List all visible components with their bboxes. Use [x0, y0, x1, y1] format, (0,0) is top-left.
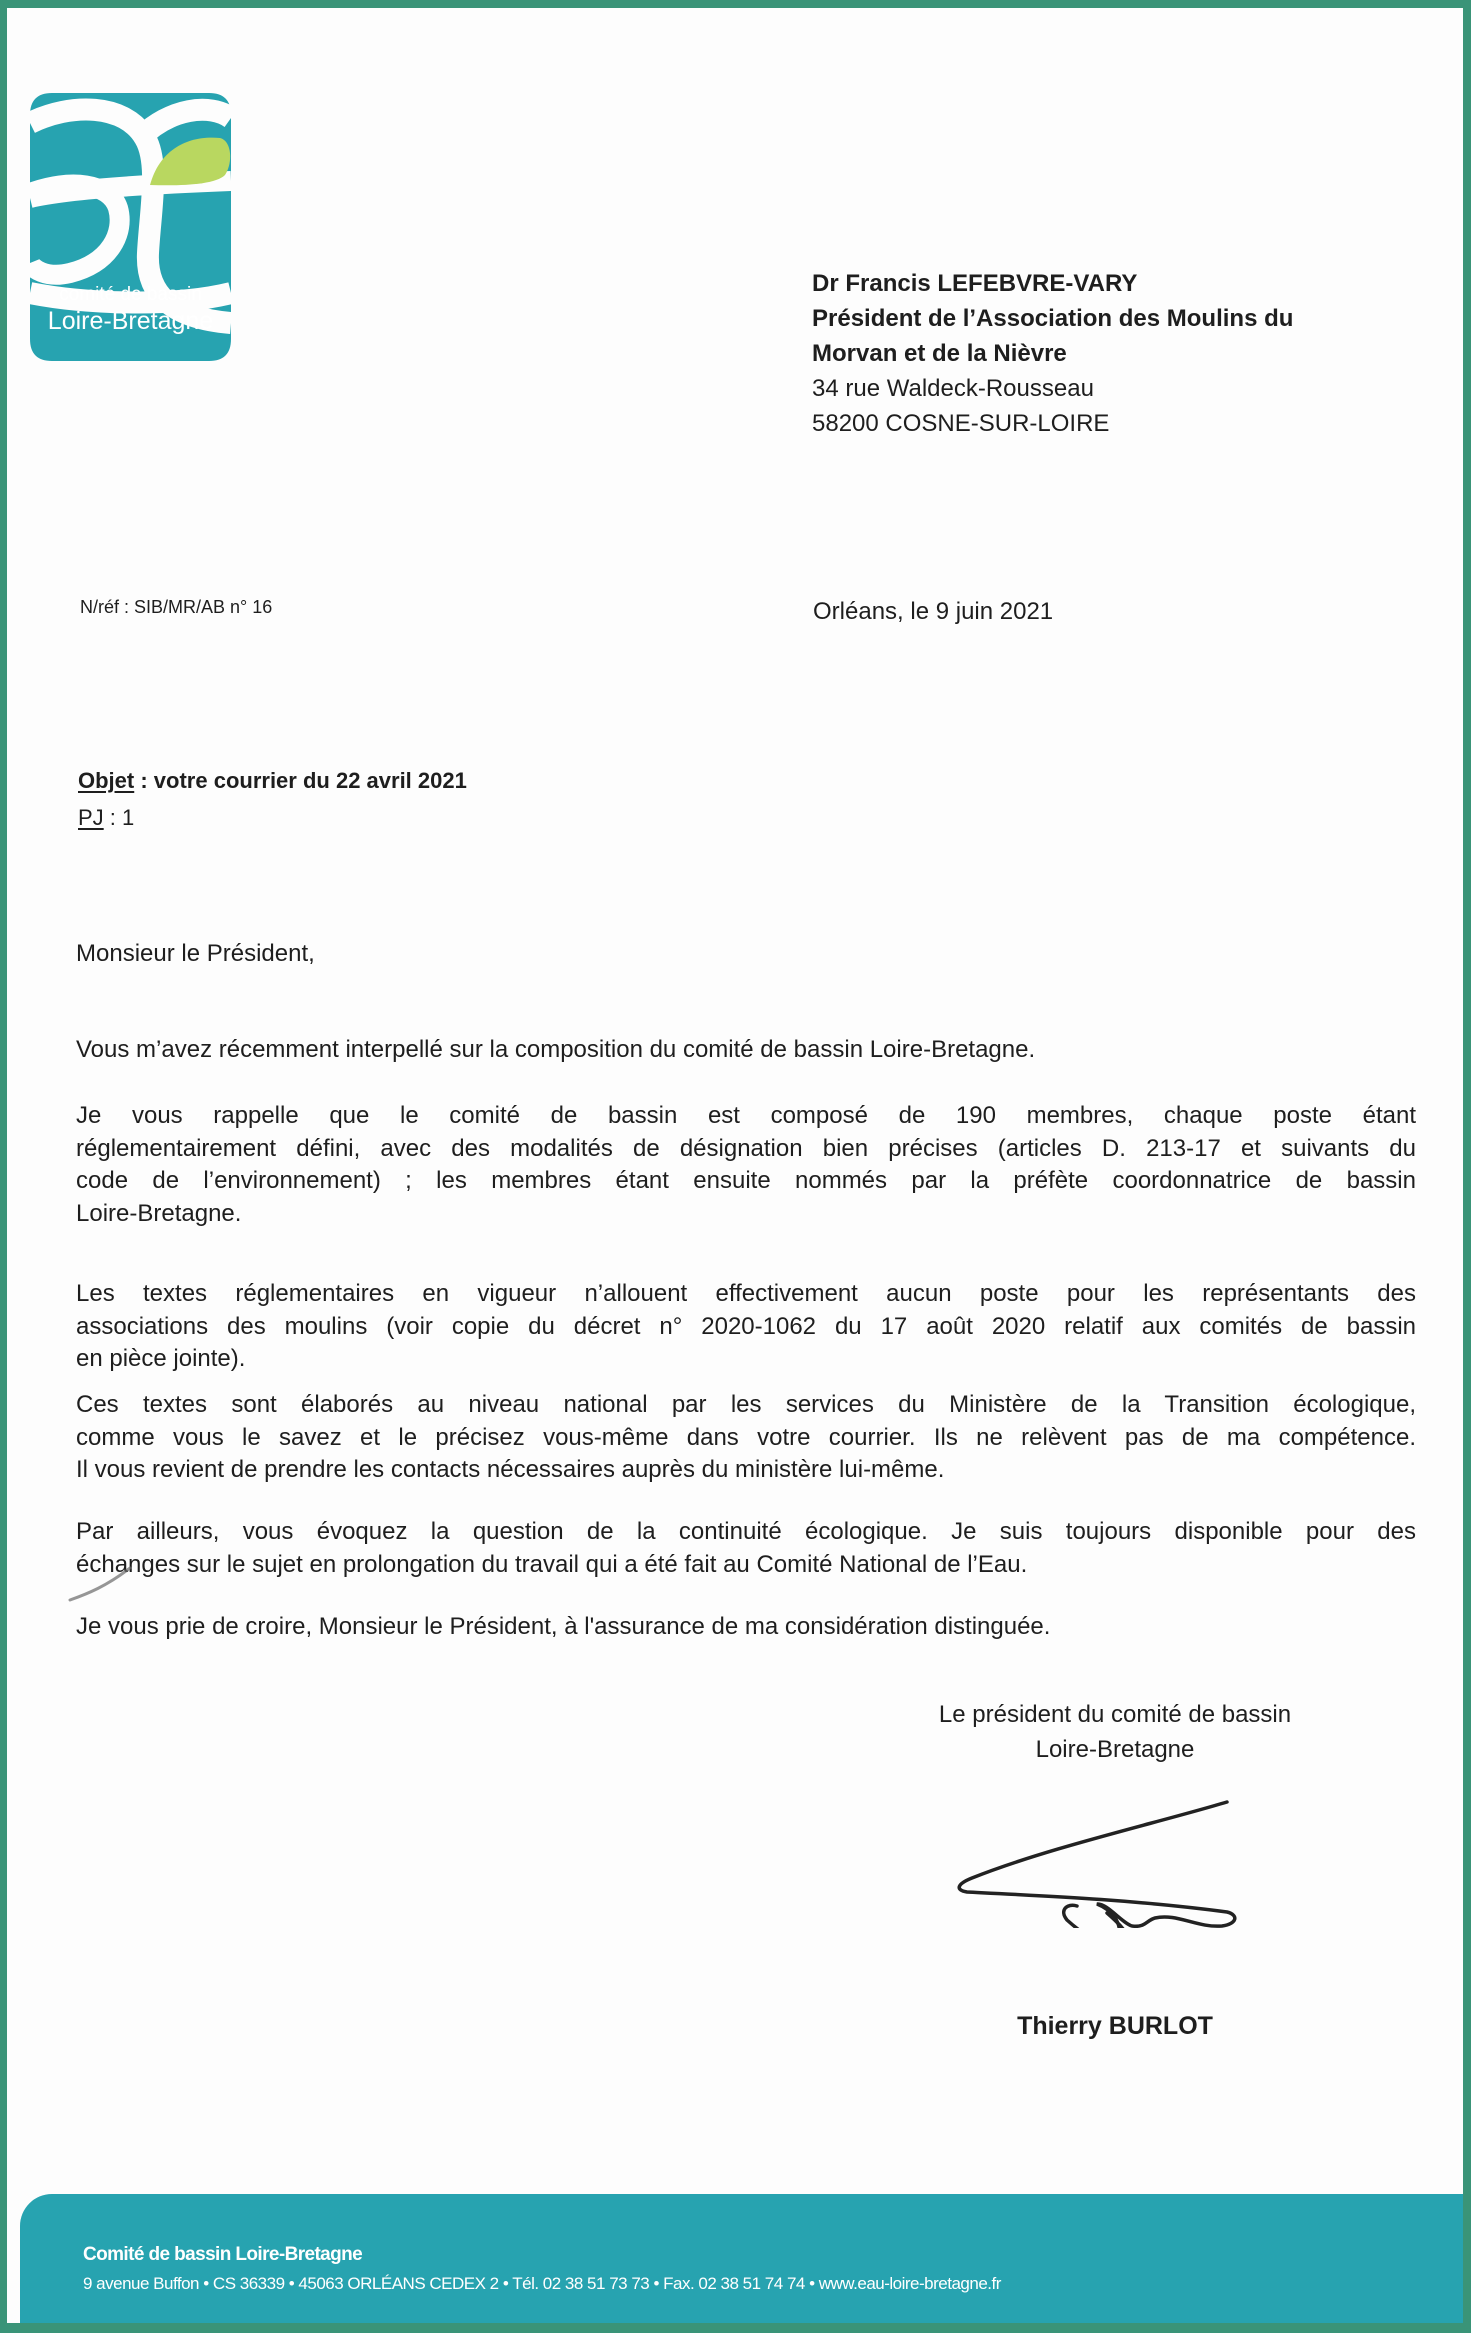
paragraph-line: Par ailleurs, vous évoquez la question de la continuité écologique. Je suis toujours disponible pour des: [76, 1518, 1416, 1545]
attachment-count: 1: [122, 805, 135, 830]
paragraph-line: réglementairement défini, avec des modalités de désignation bien précises (articles D. 213-17 et suivants du: [76, 1134, 1416, 1162]
body-paragraph-1: [76, 1034, 1416, 1067]
place-date: Orléans, le 9 juin 2021: [813, 598, 1054, 625]
recipient-title-line-2: Morvan et de la Nièvre: [812, 340, 1067, 367]
footer-contact-line: 9 avenue Buffon • CS 36339 • 45063 ORLÉANS CEDEX 2 • Tél. 02 38 51 73 73 • Fax. 02 38 51 74 74 • www.eau-loire-bretagne.fr: [83, 2274, 1001, 2293]
paragraph-line: Ces textes sont élaborés au niveau national par les services du Ministère de la Transition écologique,: [76, 1391, 1416, 1418]
salutation: Monsieur le Président,: [76, 940, 315, 967]
body-paragraph-4: [76, 1389, 1416, 1487]
paragraph-line: en pièce jointe).: [76, 1345, 246, 1373]
closing-formula: [76, 1611, 1416, 1644]
body-paragraph-3: [76, 1278, 1416, 1376]
subject-text: votre courrier du 22 avril 2021: [153, 768, 467, 793]
attachment-separator: :: [103, 805, 123, 830]
signatory-title: [887, 1697, 1343, 1767]
attachment-line: [78, 805, 134, 831]
footer-organization: Comité de bassin Loire-Bretagne: [83, 2244, 363, 2265]
pencil-mark-icon: [62, 1558, 142, 1608]
recipient-address: [812, 266, 1293, 441]
logo-line-2: Loire-Bretagne: [47, 307, 214, 335]
letter-page: [7, 8, 1463, 2323]
handwritten-signature-icon: [927, 1788, 1247, 1928]
paragraph-line: Les textes réglementaires en vigueur n’allouent effectivement aucun poste pour les représentants des: [76, 1280, 1416, 1307]
signatory-name: Thierry BURLOT: [1017, 2012, 1213, 2040]
paragraph-line: Je vous prie de croire, Monsieur le Président, à l'assurance de ma considération distinguée.: [76, 1613, 1051, 1640]
comite-de-bassin-logo: [30, 93, 231, 361]
paragraph-line: comme vous le savez et le précisez vous-même dans votre courrier. Ils ne relèvent pas de ma compétence.: [76, 1423, 1416, 1451]
paragraph-line: Il vous revient de prendre les contacts nécessaires auprès du ministère lui-même.: [76, 1456, 945, 1484]
paragraph-line: échanges sur le sujet en prolongation du travail qui a été fait au Comité National de l’Eau.: [76, 1550, 1028, 1578]
paragraph-line: code de l’environnement) ; les membres étant ensuite nommés par la préfète coordonnatrice de bassin: [76, 1167, 1416, 1195]
body-paragraph-2: [76, 1100, 1416, 1231]
paragraph-line: Vous m’avez récemment interpellé sur la composition du comité de bassin Loire-Bretagne.: [76, 1036, 1036, 1063]
recipient-street: 34 rue Waldeck-Rousseau: [812, 375, 1094, 402]
letterhead-footer: [20, 2194, 1463, 2323]
signatory-title-line-1: Le président du comité de bassin: [938, 1701, 1292, 1728]
signatory-title-line-2: Loire-Bretagne: [1035, 1736, 1195, 1763]
paragraph-line: associations des moulins (voir copie du décret n° 2020-1062 du 17 août 2020 relatif aux comités de bassin: [76, 1312, 1416, 1340]
paragraph-line: Loire-Bretagne.: [76, 1200, 242, 1228]
subject-line: [78, 768, 467, 794]
recipient-city: 58200 COSNE-SUR-LOIRE: [812, 410, 1110, 437]
subject-separator: :: [134, 768, 154, 793]
attachment-label: PJ: [78, 805, 104, 830]
subject-label: Objet: [78, 768, 135, 793]
body-paragraph-5: [76, 1516, 1416, 1581]
paragraph-line: Je vous rappelle que le comité de bassin est composé de 190 membres, chaque poste étant: [76, 1102, 1416, 1129]
logo-line-1: comité de bassin: [59, 284, 202, 305]
reference-number: N/réf : SIB/MR/AB n° 16: [80, 597, 273, 617]
recipient-title-line-1: Président de l’Association des Moulins du: [812, 305, 1294, 332]
recipient-name: Dr Francis LEFEBVRE-VARY: [812, 270, 1138, 297]
